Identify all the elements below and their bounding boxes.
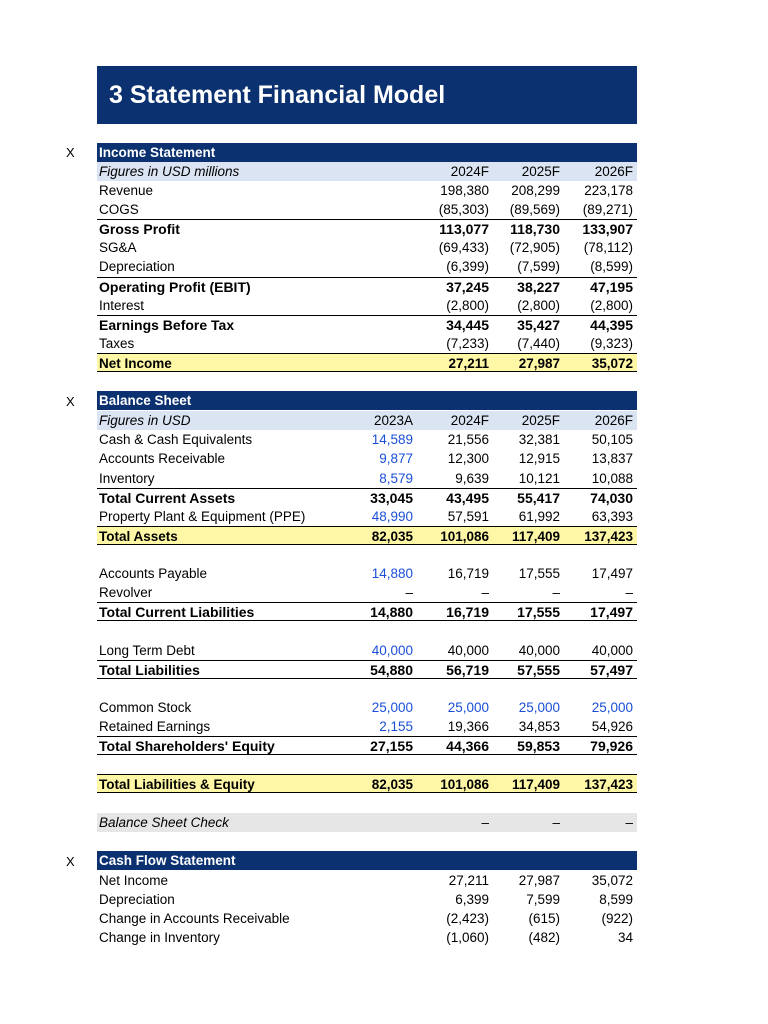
cell-value: (1,060) xyxy=(446,930,489,945)
cell-value: – xyxy=(552,585,560,600)
row-label: Total Liabilities & Equity xyxy=(99,777,255,792)
cell-value: 208,299 xyxy=(511,183,560,198)
row-label: Inventory xyxy=(99,471,155,486)
cell-value: 8,579 xyxy=(379,471,413,486)
cell-value: 101,086 xyxy=(440,777,489,792)
row-label: Taxes xyxy=(99,336,135,351)
cell-value: (72,905) xyxy=(509,240,560,255)
balance-check-row xyxy=(97,813,637,832)
cell-value: 44,366 xyxy=(446,738,489,754)
cell-value: 9,877 xyxy=(379,451,413,466)
total-row xyxy=(97,219,637,238)
cell-value: 137,423 xyxy=(584,777,633,792)
row-label: Total Current Assets xyxy=(99,490,236,506)
total-row xyxy=(97,736,637,755)
table-row xyxy=(97,564,637,583)
cell-value: 37,245 xyxy=(446,279,489,295)
table-row xyxy=(97,909,637,928)
cell-value: (7,233) xyxy=(446,336,489,351)
table-row xyxy=(97,257,637,276)
cell-value: 25,000 xyxy=(591,700,633,715)
cell-value: 8,599 xyxy=(599,892,633,907)
cell-value: (2,800) xyxy=(517,298,560,313)
cell-value: 27,987 xyxy=(518,873,560,888)
page-title: 3 Statement Financial Model xyxy=(97,66,637,124)
cell-value: 137,423 xyxy=(584,529,633,544)
cell-value: (615) xyxy=(528,911,560,926)
cell-value: 12,300 xyxy=(447,451,489,466)
table-row xyxy=(97,717,637,736)
cell-value: – xyxy=(481,585,489,600)
cell-value: (78,112) xyxy=(583,240,633,255)
cell-value: (482) xyxy=(528,930,560,945)
cell-value: (85,303) xyxy=(438,202,489,217)
cell-value: 13,837 xyxy=(591,451,633,466)
cash-flow-header xyxy=(97,851,637,870)
cell-value: 38,227 xyxy=(517,279,560,295)
cell-value: 74,030 xyxy=(590,490,633,506)
year-header: 2025F xyxy=(521,413,560,428)
cell-value: 40,000 xyxy=(518,643,560,658)
cell-value: 9,639 xyxy=(455,471,489,486)
cell-value: 118,730 xyxy=(510,221,560,237)
cell-value: 34,853 xyxy=(518,719,560,734)
table-row xyxy=(97,583,637,602)
row-label: Depreciation xyxy=(99,892,175,907)
cell-value: (89,271) xyxy=(582,202,633,217)
row-label: Accounts Payable xyxy=(99,566,208,581)
table-row xyxy=(97,430,637,449)
cell-value: 82,035 xyxy=(371,529,413,544)
total-liabilities-equity-row xyxy=(97,774,637,793)
cell-value: (7,440) xyxy=(517,336,560,351)
cell-value: 48,990 xyxy=(371,509,413,524)
cell-value: – xyxy=(405,585,413,600)
section-title: Income Statement xyxy=(99,145,216,160)
row-label: Property Plant & Equipment (PPE) xyxy=(99,509,306,524)
cell-value: 25,000 xyxy=(518,700,560,715)
cell-value: 40,000 xyxy=(591,643,633,658)
cell-value: – xyxy=(552,815,560,830)
table-row xyxy=(97,928,637,947)
section-marker-cashflow[interactable]: X xyxy=(66,854,75,869)
table-row xyxy=(97,469,637,488)
cell-value: 57,555 xyxy=(517,662,560,678)
cell-value: 35,072 xyxy=(591,356,633,371)
cell-value: 82,035 xyxy=(371,777,413,792)
year-header: 2026F xyxy=(594,413,633,428)
units-label: Figures in USD xyxy=(99,413,191,428)
cell-value: 117,409 xyxy=(511,529,560,544)
units-label: Figures in USD millions xyxy=(99,164,240,179)
cell-value: 25,000 xyxy=(447,700,489,715)
row-label: Revenue xyxy=(99,183,154,198)
cell-value: (9,323) xyxy=(590,336,633,351)
cell-value: 17,497 xyxy=(591,566,633,581)
cell-value: 21,556 xyxy=(447,432,489,447)
cell-value: 40,000 xyxy=(447,643,489,658)
year-header: 2025F xyxy=(521,164,560,179)
row-label: Common Stock xyxy=(99,700,192,715)
cell-value: 63,393 xyxy=(591,509,633,524)
cell-value: 34,445 xyxy=(446,317,489,333)
cell-value: 12,915 xyxy=(518,451,560,466)
cell-value: 10,088 xyxy=(591,471,633,486)
cell-value: 57,591 xyxy=(447,509,489,524)
total-row xyxy=(97,660,637,679)
row-label: Change in Accounts Receivable xyxy=(99,911,290,926)
cell-value: 54,926 xyxy=(591,719,633,734)
cell-value: (89,569) xyxy=(509,202,560,217)
cell-value: 7,599 xyxy=(526,892,560,907)
balance-units-row xyxy=(97,411,637,430)
row-label: Change in Inventory xyxy=(99,930,220,945)
cell-value: 27,987 xyxy=(518,356,560,371)
row-label: Gross Profit xyxy=(99,221,180,237)
table-row xyxy=(97,181,637,200)
table-row xyxy=(97,507,637,526)
cell-value: 50,105 xyxy=(591,432,633,447)
section-title: Cash Flow Statement xyxy=(99,853,236,868)
year-header: 2026F xyxy=(594,164,633,179)
cell-value: – xyxy=(625,585,633,600)
cell-value: (2,800) xyxy=(590,298,633,313)
row-label: Operating Profit (EBIT) xyxy=(99,279,251,295)
cell-value: 34 xyxy=(617,930,633,945)
cell-value: (8,599) xyxy=(590,259,633,274)
total-row xyxy=(97,488,637,507)
cell-value: 57,497 xyxy=(590,662,633,678)
cell-value: 19,366 xyxy=(447,719,489,734)
cell-value: (2,800) xyxy=(446,298,489,313)
cell-value: – xyxy=(481,815,489,830)
row-label: Retained Earnings xyxy=(99,719,211,734)
row-label: Total Liabilities xyxy=(99,662,200,678)
cell-value: 54,880 xyxy=(370,662,413,678)
row-label: Accounts Receivable xyxy=(99,451,226,466)
row-label: Total Assets xyxy=(99,529,178,544)
cell-value: 40,000 xyxy=(371,643,413,658)
year-header: 2024F xyxy=(450,164,489,179)
row-label: Net Income xyxy=(99,356,172,371)
cell-value: 35,427 xyxy=(517,317,560,333)
balance-sheet-header xyxy=(97,391,637,410)
cell-value: 56,719 xyxy=(446,662,489,678)
cell-value: 55,417 xyxy=(517,490,560,506)
cell-value: 14,880 xyxy=(371,566,413,581)
row-label: Earnings Before Tax xyxy=(99,317,235,333)
row-label: Balance Sheet Check xyxy=(99,815,229,830)
cell-value: 27,211 xyxy=(448,356,489,371)
income-units-row xyxy=(97,162,637,181)
row-label: Cash & Cash Equivalents xyxy=(99,432,253,447)
cell-value: (69,433) xyxy=(438,240,489,255)
cell-value: 43,495 xyxy=(446,490,489,506)
cell-value: 198,380 xyxy=(440,183,489,198)
row-label: COGS xyxy=(99,202,139,217)
section-title: Balance Sheet xyxy=(99,393,192,408)
year-header: 2024F xyxy=(450,413,489,428)
table-row xyxy=(97,334,637,353)
cell-value: 14,589 xyxy=(371,432,413,447)
table-row xyxy=(97,871,637,890)
cell-value: 17,497 xyxy=(590,604,633,620)
section-marker-income[interactable]: X xyxy=(66,145,75,160)
cell-value: 16,719 xyxy=(447,566,489,581)
year-header: 2023A xyxy=(373,413,413,428)
cell-value: 27,155 xyxy=(370,738,413,754)
net-income-row xyxy=(97,353,637,372)
cell-value: 44,395 xyxy=(590,317,633,333)
cell-value: 133,907 xyxy=(582,221,633,237)
table-row xyxy=(97,296,637,315)
cell-value: 47,195 xyxy=(590,279,633,295)
total-assets-row xyxy=(97,526,637,545)
table-row xyxy=(97,449,637,468)
cell-value: 113,077 xyxy=(439,221,489,237)
row-label: Total Current Liabilities xyxy=(99,604,255,620)
total-row xyxy=(97,602,637,621)
row-label: Net Income xyxy=(99,873,169,888)
income-statement-header xyxy=(97,143,637,162)
cell-value: 35,072 xyxy=(591,873,633,888)
table-row xyxy=(97,641,637,660)
cell-value: 223,178 xyxy=(584,183,633,198)
cell-value: (922) xyxy=(601,911,633,926)
section-marker-balance[interactable]: X xyxy=(66,394,75,409)
row-label: Depreciation xyxy=(99,259,175,274)
cell-value: 6,399 xyxy=(455,892,489,907)
row-label: SG&A xyxy=(99,240,137,255)
cell-value: 79,926 xyxy=(590,738,633,754)
cell-value: 16,719 xyxy=(446,604,489,620)
cell-value: 32,381 xyxy=(518,432,560,447)
cell-value: (2,423) xyxy=(446,911,489,926)
cell-value: 33,045 xyxy=(370,490,413,506)
cell-value: 59,853 xyxy=(517,738,560,754)
cell-value: 10,121 xyxy=(518,471,560,486)
cell-value: 27,211 xyxy=(448,873,489,888)
cell-value: 17,555 xyxy=(518,566,560,581)
cell-value: – xyxy=(625,815,633,830)
table-row xyxy=(97,890,637,909)
row-label: Revolver xyxy=(99,585,153,600)
cell-value: 61,992 xyxy=(518,509,560,524)
row-label: Interest xyxy=(99,298,145,313)
cell-value: 25,000 xyxy=(371,700,413,715)
table-row xyxy=(97,200,637,219)
cell-value: 17,555 xyxy=(517,604,560,620)
cell-value: 101,086 xyxy=(440,529,489,544)
table-row xyxy=(97,238,637,257)
cell-value: 2,155 xyxy=(379,719,413,734)
row-label: Long Term Debt xyxy=(99,643,195,658)
cell-value: (7,599) xyxy=(517,259,560,274)
table-row xyxy=(97,698,637,717)
total-row xyxy=(97,315,637,334)
cell-value: 14,880 xyxy=(370,604,413,620)
row-label: Total Shareholders' Equity xyxy=(99,738,275,754)
cell-value: 117,409 xyxy=(511,777,560,792)
total-row xyxy=(97,277,637,296)
cell-value: (6,399) xyxy=(446,259,489,274)
